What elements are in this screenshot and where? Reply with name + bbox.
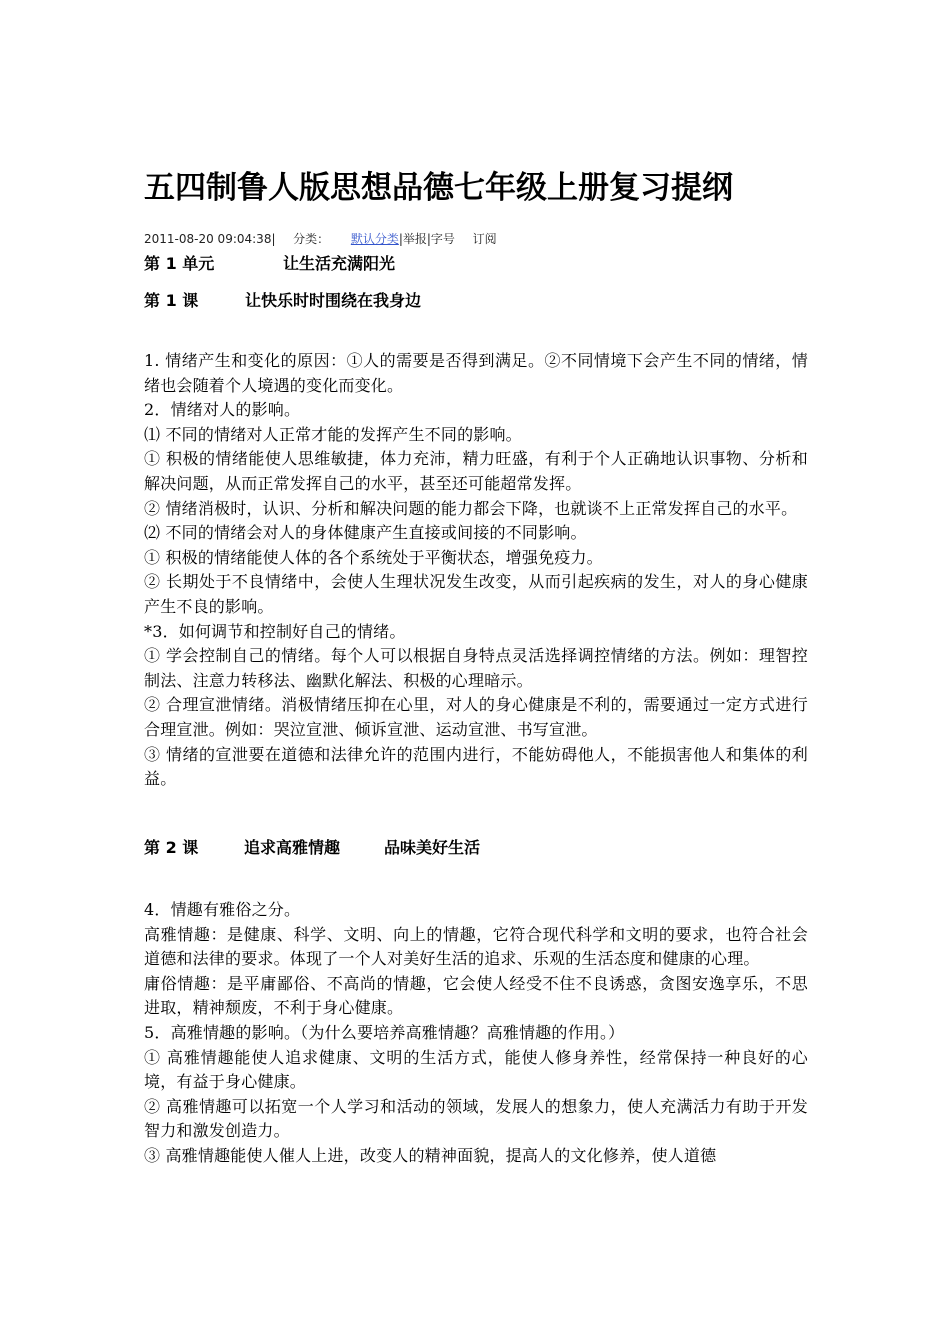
lesson1-number: 第 1 课 (144, 291, 199, 310)
subscribe-link[interactable]: 订阅 (472, 232, 497, 246)
paragraph: 4．情趣有雅俗之分。 (144, 900, 301, 919)
paragraph: ② 长期处于不良情绪中，会使人生理状况发生改变，从而引起疾病的发生，对人的身心健康产生不良的影响。 (144, 572, 808, 616)
paragraph: 高雅情趣：是健康、科学、文明、向上的情趣，它符合现代科学和文明的要求，也符合社会道德和法律的要求。体现了一个人对美好生活的追求、乐观的生活态度和健康的心理。 (144, 924, 808, 969)
lesson1-heading (144, 289, 421, 313)
paragraph: ③ 高雅情趣能使人催人上进，改变人的精神面貌，提高人的文化修养，使人道德 (144, 1145, 717, 1165)
lesson2-number: 第 2 课 (144, 838, 199, 857)
lesson2-heading (144, 836, 480, 860)
category-label: 分类： (293, 232, 330, 246)
unit-number: 第 1 单元 (144, 254, 215, 273)
paragraph: *3．如何调节和控制好自己的情绪。 (144, 621, 406, 641)
lesson1-body (144, 349, 808, 792)
paragraph: ② 高雅情趣可以拓宽一个人学习和活动的领域，发展人的想象力，使人充满活力有助于开发智力和激发创造力。 (144, 1096, 808, 1141)
post-meta (144, 230, 497, 248)
paragraph: 庸俗情趣：是平庸鄙俗、不高尚的情趣，它会使人经受不住不良诱惑，贪图安逸享乐，不思进取，精神颓废，不利于身心健康。 (144, 973, 808, 1018)
paragraph: ③ 情绪的宣泄要在道德和法律允许的范围内进行，不能妨碍他人，不能损害他人和集体的利益。 (144, 744, 808, 789)
unit-heading (144, 252, 395, 276)
document-title: 五四制鲁人版思想品德七年级上册复习提纲 (144, 170, 733, 206)
paragraph: 5．高雅情趣的影响。（为什么要培养高雅情趣？高雅情趣的作用。） (144, 1022, 625, 1042)
paragraph: ② 情绪消极时，认识、分析和解决问题的能力都会下降，也就谈不上正常发挥自己的水平。 (144, 498, 798, 518)
paragraph: ⑴ 不同的情绪对人正常才能的发挥产生不同的影响。 (144, 424, 522, 444)
paragraph: ① 学会控制自己的情绪。每个人可以根据自身特点灵活选择调控情绪的方法。例如：理智控制法、注意力转移法、幽默化解法、积极的心理暗示。 (144, 646, 808, 690)
paragraph: ⑵ 不同的情绪会对人的身体健康产生直接或间接的不同影响。 (144, 523, 587, 543)
post-datetime: 2011-08-20 09:04:38| (144, 232, 276, 246)
lesson2-body (144, 898, 808, 1169)
lesson1-name: 让快乐时时围绕在我身边 (245, 291, 422, 310)
unit-name: 让生活充满阳光 (283, 254, 396, 273)
category-link[interactable]: 默认分类 (350, 232, 399, 246)
lesson2-name-part1: 追求高雅情趣 (244, 838, 341, 857)
paragraph: ① 积极的情绪能使人思维敏捷，体力充沛，精力旺盛，有利于个人正确地认识事物、分析和解决问题，从而正常发挥自己的水平，甚至还可能超常发挥。 (144, 449, 808, 493)
lesson2-name-part2: 品味美好生活 (384, 838, 481, 857)
paragraph: ① 高雅情趣能使人追求健康、文明的生活方式，能使人修身养性，经常保持一种良好的心境，有益于身心健康。 (144, 1047, 808, 1092)
paragraph: 1. 情绪产生和变化的原因：①人的需要是否得到满足。②不同情境下会产生不同的情绪，情绪也会随着个人境遇的变化而变化。 (144, 351, 808, 395)
paragraph: ① 积极的情绪能使人体的各个系统处于平衡状态，增强免疫力。 (144, 547, 603, 567)
paragraph: ② 合理宣泄情绪。消极情绪压抑在心里，对人的身心健康是不利的，需要通过一定方式进行合理宣泄。例如：哭泣宣泄、倾诉宣泄、运动宣泄、书写宣泄。 (144, 695, 808, 739)
meta-actions[interactable]: |举报|字号 (398, 232, 455, 246)
paragraph: 2．情绪对人的影响。 (144, 400, 301, 420)
